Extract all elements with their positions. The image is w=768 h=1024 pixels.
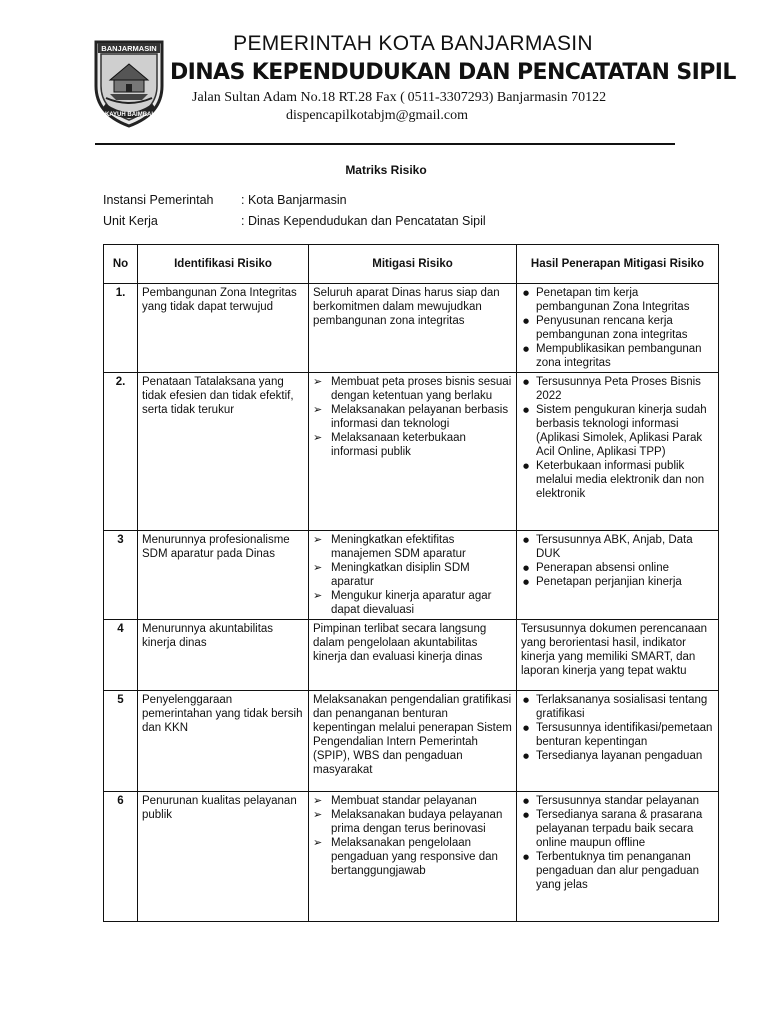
row-number: 3 <box>104 531 138 620</box>
meta-unit-kerja <box>103 214 486 228</box>
risk-mitigation <box>309 792 517 922</box>
list-item: ● Tersusunnya standar pelayanan <box>521 794 714 808</box>
list-item: ● Penetapan tim kerja pembangunan Zona Integritas <box>521 286 714 314</box>
meta-instansi <box>103 193 347 207</box>
document-title: Matriks Risiko <box>345 163 427 177</box>
header-mitigasi: Mitigasi Risiko <box>309 245 517 284</box>
list-item: ● Sistem pengukuran kinerja sudah berbasis teknologi informasi (Aplikasi Simolek, Aplikasi Parak Acil Online, Aplikasi TPP) <box>521 403 714 459</box>
mitigation-result <box>517 531 719 620</box>
list-item: ➢ Melaksanakan pelayanan berbasis informasi dan teknologi <box>313 403 512 431</box>
risk-identification: Menurunnya akuntabilitas kinerja dinas <box>138 620 309 691</box>
list-item: ● Tersusunnya identifikasi/pemetaan benturan kepentingan <box>521 721 714 749</box>
mitigation-result: Tersusunnya dokumen perencanaan yang berorientasi hasil, indikator kinerja yang memiliki SMART, dan laporan kinerja yang tepat waktu <box>517 620 719 691</box>
risk-identification: Pembangunan Zona Integritas yang tidak dapat terwujud <box>138 284 309 373</box>
instansi-value: : Kota Banjarmasin <box>241 193 347 207</box>
table-row <box>104 620 719 691</box>
list-item: ● Tersedianya sarana & prasarana pelayanan terpadu baik secara online maupun offline <box>521 808 714 850</box>
table-row <box>104 373 719 531</box>
header-identifikasi: Identifikasi Risiko <box>138 245 309 284</box>
list-item: ● Penerapan absensi online <box>521 561 714 575</box>
instansi-label: Instansi Pemerintah <box>103 193 214 207</box>
row-number: 6 <box>104 792 138 922</box>
mitigation-result <box>517 373 719 531</box>
risk-identification: Penurunan kualitas pelayanan publik <box>138 792 309 922</box>
office-email: dispencapilkotabjm@gmail.com <box>286 108 469 123</box>
list-item: ● Tersusunnya Peta Proses Bisnis 2022 <box>521 375 714 403</box>
row-number: 5 <box>104 691 138 792</box>
department-name: DINAS KEPENDUDUKAN DAN PENCATATAN SIPIL <box>170 60 736 85</box>
list-item: ➢ Melaksanakan budaya pelayanan prima dengan terus berinovasi <box>313 808 512 836</box>
svg-text:KAYUH BAIMBAI: KAYUH BAIMBAI <box>104 112 154 118</box>
risk-mitigation: Seluruh aparat Dinas harus siap dan berkomitmen dalam mewujudkan pembangunan zona integritas <box>309 284 517 373</box>
list-item: ➢ Melaksanakan pengelolaan pengaduan yang responsive dan bertanggungjawab <box>313 836 512 878</box>
table-row <box>104 691 719 792</box>
table-row <box>104 284 719 373</box>
government-name: PEMERINTAH KOTA BANJARMASIN <box>233 32 593 55</box>
header-no: No <box>104 245 138 284</box>
risk-mitigation: Pimpinan terlibat secara langsung dalam pengelolaan akuntabilitas kinerja dan evaluasi kinerja dinas <box>309 620 517 691</box>
list-item: ● Mempublikasikan pembangunan zona integritas <box>521 342 714 370</box>
unit-value: : Dinas Kependudukan dan Pencatatan Sipil <box>241 214 486 228</box>
list-item: ➢ Membuat peta proses bisnis sesuai dengan ketentuan yang berlaku <box>313 375 512 403</box>
list-item: ➢ Membuat standar pelayanan <box>313 794 512 808</box>
header-hasil: Hasil Penerapan Mitigasi Risiko <box>517 245 719 284</box>
unit-label: Unit Kerja <box>103 214 158 228</box>
risk-mitigation <box>309 373 517 531</box>
list-item: ● Penetapan perjanjian kinerja <box>521 575 714 589</box>
letterhead-divider <box>95 143 675 145</box>
table-row <box>104 531 719 620</box>
list-item: ● Keterbukaan informasi publik melalui media elektronik dan non elektronik <box>521 459 714 501</box>
list-item: ● Terbentuknya tim penanganan pengaduan dan alur pengaduan yang jelas <box>521 850 714 892</box>
mitigation-result <box>517 691 719 792</box>
risk-identification: Penyelenggaraan pemerintahan yang tidak bersih dan KKN <box>138 691 309 792</box>
mitigation-result <box>517 284 719 373</box>
letterhead <box>90 28 736 140</box>
svg-text:BANJARMASIN: BANJARMASIN <box>101 44 157 53</box>
list-item: ➢ Meningkatkan disiplin SDM aparatur <box>313 561 512 589</box>
list-item: ● Tersedianya layanan pengaduan <box>521 749 714 763</box>
row-number: 2. <box>104 373 138 531</box>
risk-identification: Penataan Tatalaksana yang tidak efesien dan tidak efektif, serta tidak terukur <box>138 373 309 531</box>
mitigation-result <box>517 792 719 922</box>
list-item: ● Penyusunan rencana kerja pembangunan zona integritas <box>521 314 714 342</box>
row-number: 1. <box>104 284 138 373</box>
list-item: ➢ Mengukur kinerja aparatur agar dapat dievaluasi <box>313 589 512 617</box>
office-address: Jalan Sultan Adam No.18 RT.28 Fax ( 0511-3307293) Banjarmasin 70122 <box>192 90 607 105</box>
list-item: ➢ Meningkatkan efektifitas manajemen SDM aparatur <box>313 533 512 561</box>
row-number: 4 <box>104 620 138 691</box>
risk-mitigation <box>309 531 517 620</box>
list-item: ● Tersusunnya ABK, Anjab, Data DUK <box>521 533 714 561</box>
list-item: ● Terlaksananya sosialisasi tentang gratifikasi <box>521 693 714 721</box>
risk-matrix-table <box>103 244 719 922</box>
risk-mitigation: Melaksanakan pengendalian gratifikasi dan penanganan benturan kepentingan melalui penerapan Sistem Pengendalian Intern Pemerintah (SPIP), WBS dan pengaduan masyarakat <box>309 691 517 792</box>
risk-identification: Menurunnya profesionalisme SDM aparatur pada Dinas <box>138 531 309 620</box>
table-row <box>104 792 719 922</box>
list-item: ➢ Melaksanaan keterbukaan informasi publik <box>313 431 512 459</box>
